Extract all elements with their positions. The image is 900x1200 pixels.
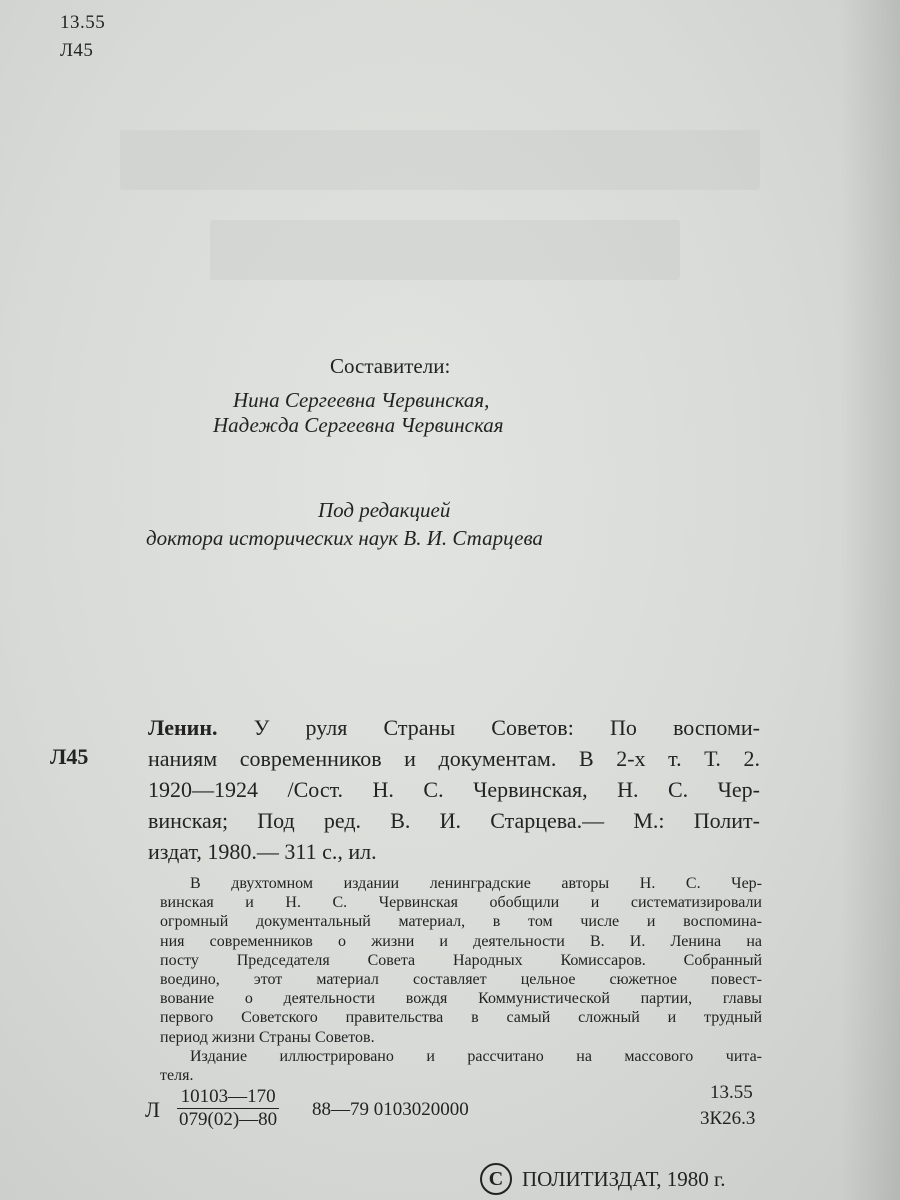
- corner-price: 13.55: [60, 12, 106, 33]
- annotation-line: ния современников о жизни и деятельности В. И. Ленина на: [160, 932, 762, 950]
- corner-library-code: Л45: [60, 40, 94, 61]
- annotation-line: воедино, этот материал составляет цельное сюжетное повест-: [160, 971, 762, 989]
- price: 13.55: [710, 1082, 753, 1103]
- classification-numerator: 10103—170: [177, 1086, 279, 1109]
- annotation-line: винская и Н. С. Червинская обобщили и систематизировали: [160, 894, 762, 912]
- bib-line-3: 1920—1924 /Сост. Н. С. Червинская, Н. С. Чер-: [148, 777, 760, 802]
- bib-author: Ленин.: [148, 715, 218, 740]
- bibliographic-record: [148, 712, 760, 867]
- annotation-line: теля.: [160, 1067, 194, 1085]
- annotation-line: огромный документальный материал, в том числе и воспомина-: [160, 913, 762, 931]
- show-through-title: [120, 130, 760, 190]
- editor-label: Под редакцией: [318, 498, 451, 522]
- annotation-line: первого Советского правительства в самый сложный и трудный: [160, 1009, 762, 1027]
- annotation-line: вование о деятельности вождя Коммунистической партии, главы: [160, 990, 762, 1008]
- page-edge-shadow: [840, 0, 900, 1200]
- annotation-line: период жизни Страны Советов.: [160, 1028, 375, 1046]
- bib-line-1: Ленин. У руля Страны Советов: По воспоми-: [148, 715, 760, 740]
- library-code: Л45: [50, 744, 89, 769]
- editor-name: доктора исторических наук В. И. Старцева: [146, 526, 543, 550]
- annotation-line: Издание иллюстрировано и рассчитано на массового чита-: [190, 1047, 762, 1065]
- bib-line-5: издат, 1980.— 311 с., ил.: [148, 839, 377, 864]
- annotation-text: [160, 874, 762, 1085]
- annotation-line: В двухтомном издании ленинградские авторы Н. С. Чер-: [190, 875, 762, 892]
- compilers-label: Составители:: [330, 354, 451, 378]
- annotation-line: посту Председателя Совета Народных Комиссаров. Собранный: [160, 951, 762, 969]
- classification-tail: 88—79 0103020000: [312, 1099, 469, 1120]
- copyright-icon: C: [480, 1163, 512, 1195]
- show-through-subtitle: [210, 220, 680, 280]
- copyright-text: ПОЛИТИЗДАТ, 1980 г.: [522, 1166, 726, 1191]
- bib-line-4: винская; Под ред. В. И. Старцева.— М.: Полит-: [148, 808, 760, 833]
- classification-fraction: [177, 1086, 279, 1131]
- classification-letter: Л: [145, 1097, 160, 1122]
- compiler-name-2: Надежда Сергеевна Червинская: [213, 413, 504, 437]
- compiler-name-1: Нина Сергеевна Червинская,: [233, 388, 490, 412]
- classification-denominator: 079(02)—80: [179, 1109, 278, 1130]
- bib-line-2: наниям современников и документам. В 2-х т. Т. 2.: [148, 746, 760, 771]
- catalog-code: 3К26.3: [700, 1108, 756, 1129]
- copyright-line: [480, 1163, 726, 1195]
